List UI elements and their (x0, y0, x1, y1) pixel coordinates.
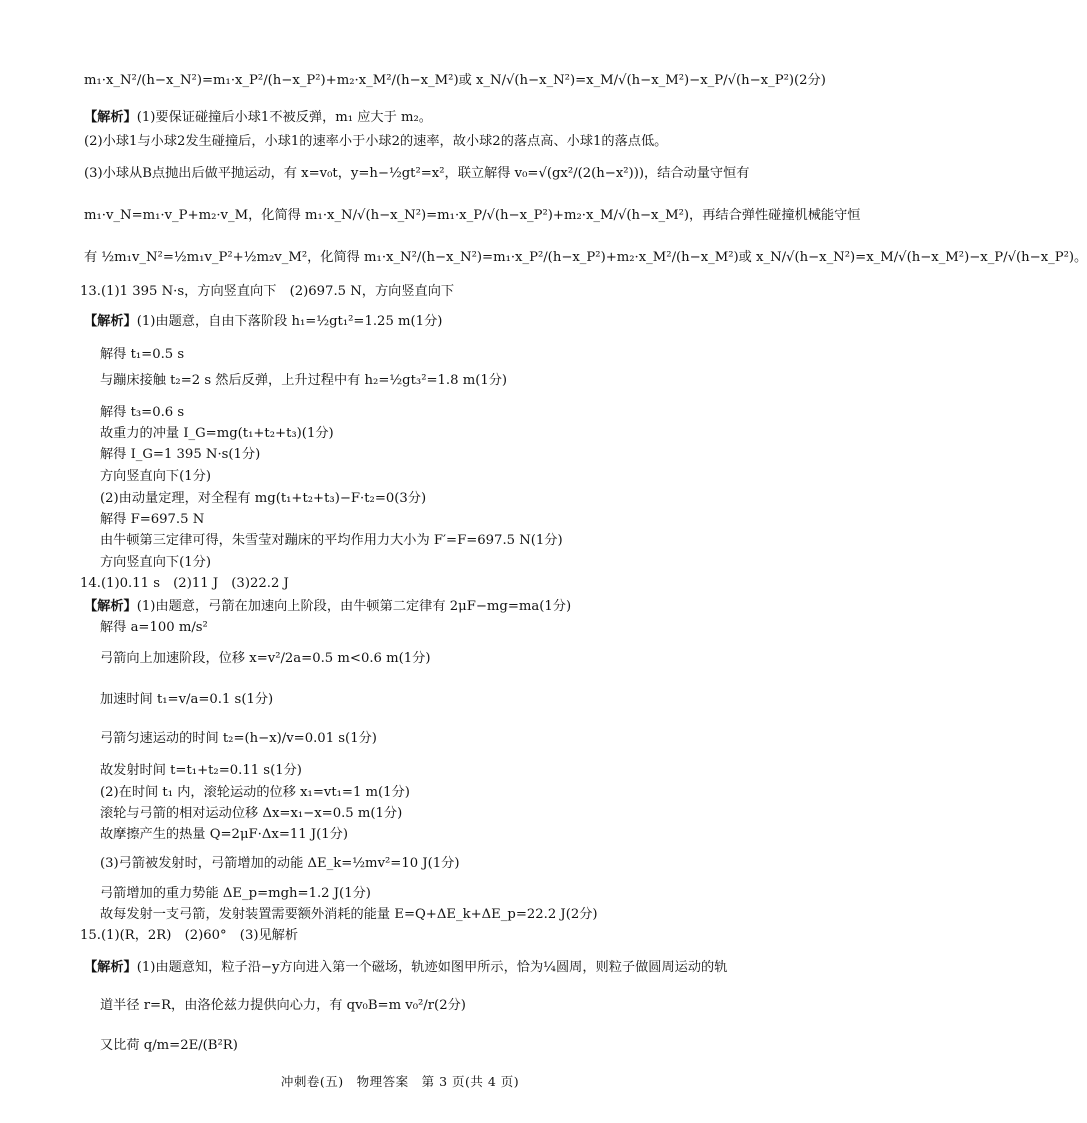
text-line (100, 444, 760, 466)
line-text: 14.(1)0.11 s (2)11 J (3)22.2 J (80, 576, 289, 591)
text-line (100, 824, 760, 846)
line-text: 弓箭匀速运动的时间 t₂=(h−x)/v=0.01 s(1分) (100, 731, 377, 746)
line-text: 解得 t₁=0.5 s (100, 347, 185, 362)
text-line (100, 466, 760, 488)
text-line (84, 163, 760, 185)
analysis-tag: 【解析】 (84, 314, 137, 329)
line-text: 滚轮与弓箭的相对运动位移 Δx=x₁−x=0.5 m(1分) (100, 806, 403, 821)
text-line (80, 281, 760, 303)
text-line (84, 70, 826, 92)
line-text: m₁·v_N=m₁·v_P+m₂·v_M，化简得 m₁·x_N/√(h−x_N²)=m₁·x_P/√(h−x_P²)+m₂·x_M/√(h−x_M²)，再结合弹性碰撞机械能守恒 (84, 208, 861, 223)
text-line (100, 402, 760, 424)
text-line (84, 596, 760, 618)
text-line (100, 1035, 760, 1057)
text-line (100, 853, 760, 875)
line-text: 弓箭增加的重力势能 ΔE_p=mgh=1.2 J(1分) (100, 886, 371, 901)
line-text: 又比荷 q/m=2E/(B²R) (100, 1038, 238, 1053)
text-line (100, 689, 760, 711)
text-line (100, 530, 760, 552)
text-line (100, 803, 760, 825)
text-line (100, 617, 760, 639)
line-text: 故重力的冲量 I_G=mg(t₁+t₂+t₃)(1分) (100, 426, 334, 441)
line-text: 故摩擦产生的热量 Q=2μF·Δx=11 J(1分) (100, 827, 348, 842)
text-line (100, 904, 760, 926)
text-line (84, 205, 861, 227)
text-line (100, 782, 760, 804)
line-text: 15.(1)(R，2R) (2)60° (3)见解析 (80, 928, 299, 943)
text-line (80, 925, 760, 947)
line-text: 解得 a=100 m/s² (100, 620, 208, 635)
line-text: 解得 I_G=1 395 N·s(1分) (100, 447, 261, 462)
text-line (84, 311, 760, 333)
line-text: 由牛顿第三定律可得，朱雪莹对蹦床的平均作用力大小为 F′=F=697.5 N(1分) (100, 533, 563, 548)
page-footer: 冲刺卷(五) 物理答案 第 3 页(共 4 页) (280, 1074, 520, 1089)
line-text: 道半径 r=R，由洛伦兹力提供向心力，有 qv₀B=m v₀²/r(2分) (100, 998, 466, 1013)
text-line (84, 107, 760, 129)
text-line (100, 488, 760, 510)
line-text: (1)由题意，弓箭在加速向上阶段，由牛顿第二定律有 2μF−mg=ma(1分) (136, 599, 572, 614)
text-line (100, 423, 760, 445)
line-text: 与蹦床接触 t₂=2 s 然后反弹，上升过程中有 h₂=½gt₃²=1.8 m(1分) (100, 373, 508, 388)
line-text: (3)弓箭被发射时，弓箭增加的动能 ΔE_k=½mv²=10 J(1分) (100, 856, 460, 871)
line-text: 有 ½m₁v_N²=½m₁v_P²+½m₂v_M²，化简得 m₁·x_N²/(h−x_N²)=m₁·x_P²/(h−x_P²)+m₂·x_M²/(h−x_M²)或 x_N/√(h−x_N²)=x_M/√(h−x_M²)−x_P/√(h−x_P²)。 (84, 250, 1087, 265)
text-line (100, 370, 760, 392)
line-text: (2)在时间 t₁ 内，滚轮运动的位移 x₁=vt₁=1 m(1分) (100, 785, 410, 800)
text-line (84, 247, 1087, 269)
line-text: 方向竖直向下(1分) (100, 469, 211, 484)
line-text: 故每发射一支弓箭，发射装置需要额外消耗的能量 E=Q+ΔE_k+ΔE_p=22.2 J(2分) (100, 907, 598, 922)
line-text: (2)由动量定理，对全程有 mg(t₁+t₂+t₃)−F·t₂=0(3分) (100, 491, 427, 506)
text-line (100, 760, 760, 782)
line-text: 解得 t₃=0.6 s (100, 405, 185, 420)
analysis-tag: 【解析】 (84, 599, 137, 614)
line-text: 解得 F=697.5 N (100, 512, 205, 527)
text-line (84, 957, 760, 979)
line-text: (2)小球1与小球2发生碰撞后，小球1的速率小于小球2的速率，故小球2的落点高、小球1的落点低。 (84, 134, 668, 149)
line-text: m₁·x_N²/(h−x_N²)=m₁·x_P²/(h−x_P²)+m₂·x_M²/(h−x_M²)或 x_N/√(h−x_N²)=x_M/√(h−x_M²)−x_P/√(h−x_P²)(2分) (84, 73, 826, 88)
line-text: (1)由题意，自由下落阶段 h₁=½gt₁²=1.25 m(1分) (136, 314, 443, 329)
line-text: 方向竖直向下(1分) (100, 555, 211, 570)
line-text: 故发射时间 t=t₁+t₂=0.11 s(1分) (100, 763, 302, 778)
analysis-tag: 【解析】 (84, 960, 137, 975)
line-text: 13.(1)1 395 N·s，方向竖直向下 (2)697.5 N，方向竖直向下 (80, 284, 455, 299)
text-line (100, 648, 760, 670)
line-text: (3)小球从B点抛出后做平抛运动，有 x=v₀t，y=h−½gt²=x²，联立解得 v₀=√(gx²/(2(h−x²)))，结合动量守恒有 (84, 166, 750, 181)
text-line (100, 509, 760, 531)
text-line (100, 552, 760, 574)
line-text: 加速时间 t₁=v/a=0.1 s(1分) (100, 692, 274, 707)
line-text: 弓箭向上加速阶段，位移 x=v²/2a=0.5 m<0.6 m(1分) (100, 651, 431, 666)
line-text: (1)由题意知，粒子沿−y方向进入第一个磁场，轨迹如图甲所示，恰为¼圆周，则粒子做圆周运动的轨 (136, 960, 728, 975)
line-text: (1)要保证碰撞后小球1不被反弹，m₁ 应大于 m₂。 (136, 110, 432, 125)
text-line (100, 344, 760, 366)
text-line (80, 573, 760, 595)
text-line (84, 131, 760, 153)
text-line (100, 728, 760, 750)
text-line (100, 995, 760, 1017)
analysis-tag: 【解析】 (84, 110, 137, 125)
text-line (100, 883, 760, 905)
